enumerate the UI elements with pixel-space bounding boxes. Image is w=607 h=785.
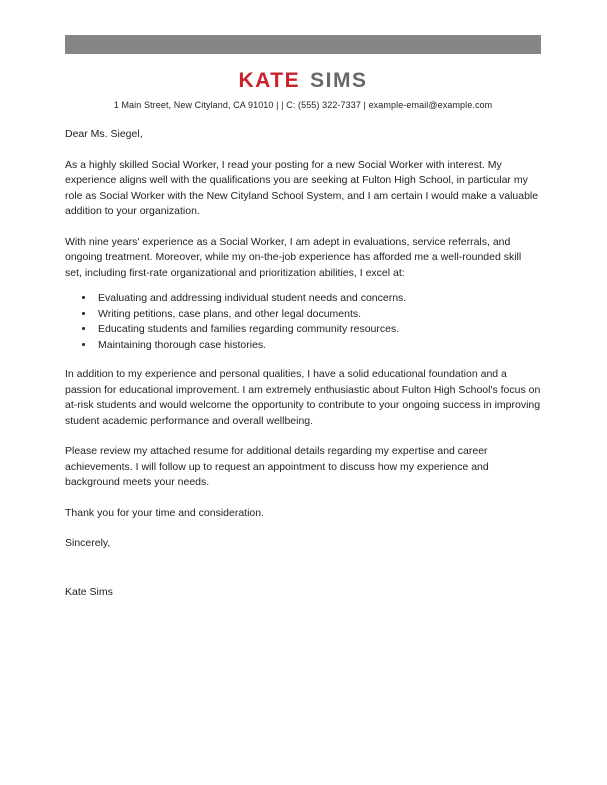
paragraph-education: In addition to my experience and personal qualities, I have a solid educational foundation and a passion for educational improvement. I am extremely enthusiastic about Fulton High School's focus on at-risk students and would welcome the opportunity to contribute to your ongoing success in improving student academic performance and overall wellbeing. (65, 368, 541, 427)
paragraph-intro: As a highly skilled Social Worker, I read your posting for a new Social Worker with interest. My experience aligns well with the qualifications you are seeking at Fulton High School, in particular my role as Social Worker with the New Cityland School System, and I am certain I would make a valuable addition to your organization. (65, 158, 539, 217)
contact-line: 1 Main Street, New Cityland, CA 91010 | | C: (555) 322-7337 | example-email@example.com (113, 100, 493, 110)
last-name-text: SIMS (310, 69, 368, 92)
signature: Kate Sims (65, 585, 113, 598)
first-name-text: KATE (238, 69, 301, 92)
letter-body (65, 127, 541, 600)
paragraph-thanks: Thank you for your time and consideration. (65, 506, 265, 519)
bullet-item: • Maintaining thorough case histories. (95, 338, 541, 354)
bullet-item: • Evaluating and addressing individual student needs and concerns. (95, 291, 541, 307)
signoff: Sincerely, (65, 537, 111, 549)
bullet-item: • Writing petitions, case plans, and other legal documents. (95, 307, 541, 323)
bullet-item: • Educating students and families regarding community resources. (95, 322, 541, 338)
page-title (65, 69, 541, 93)
paragraph-experience: With nine years' experience as a Social Worker, I am adept in evaluations, service referrals, and ongoing treatment. Moreover, while my on-the-job experience has afforded me a well-rounded skill set, including first-rate organizational and prioritization abilities, I excel at: (65, 235, 522, 279)
salutation: Dear Ms. Siegel, (65, 128, 143, 140)
paragraph-resume: Please review my attached resume for additional details regarding my expertise and career achievements. I will follow up to request an appointment to discuss how my experience and background meets your needs. (65, 445, 489, 488)
header-divider-bar (65, 35, 541, 54)
skills-bullet-list (65, 291, 541, 353)
